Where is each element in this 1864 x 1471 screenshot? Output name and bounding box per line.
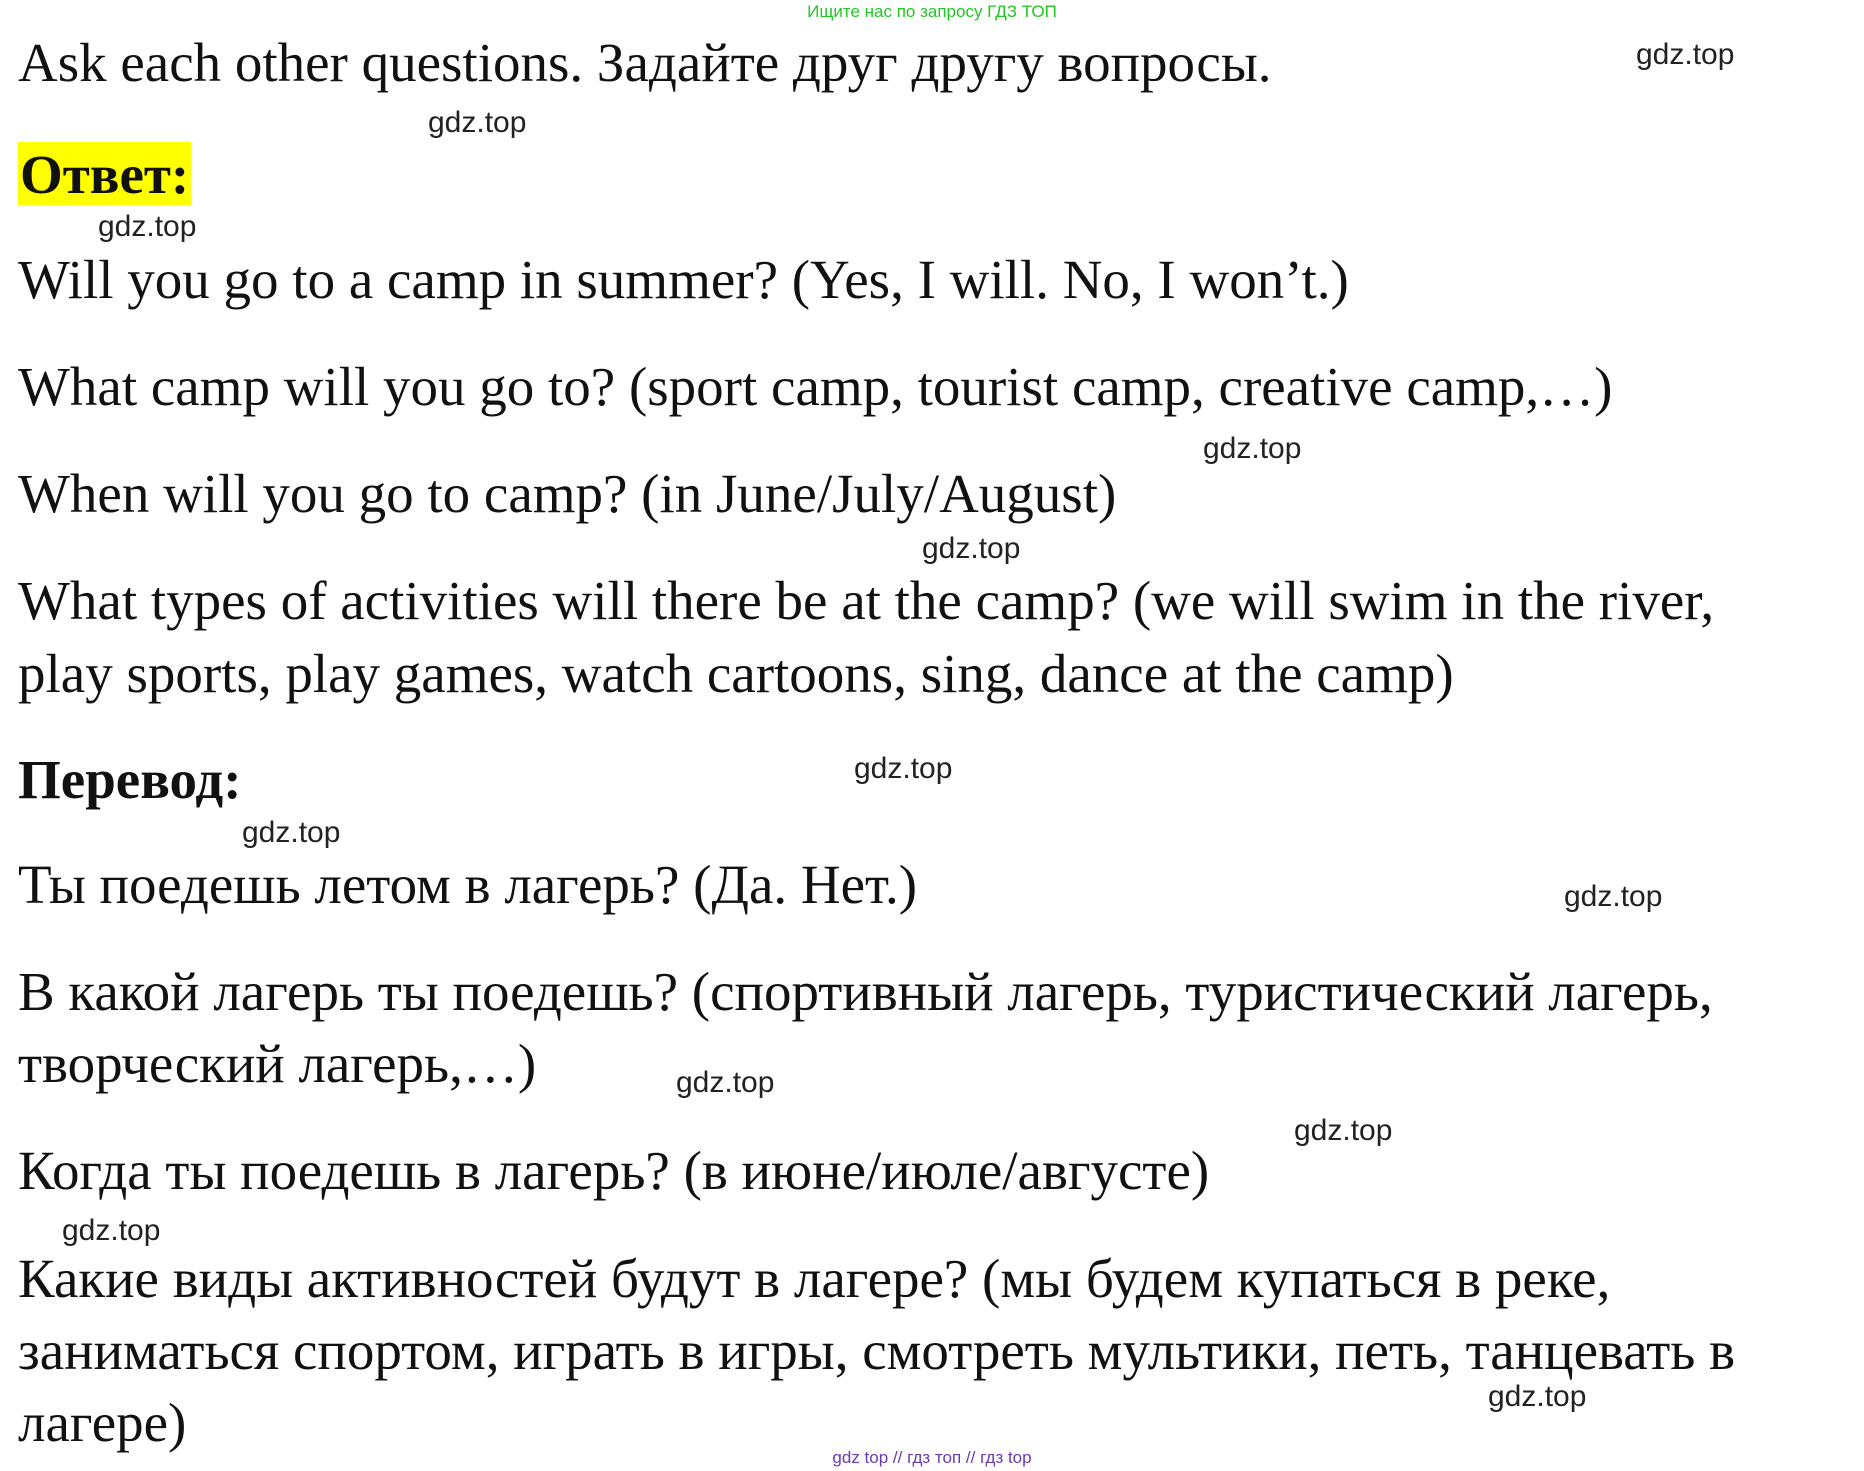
answer-line: What types of activities will there be at the camp? (we will swim in the river, <box>18 570 1715 631</box>
footer-watermark: gdz top // гдз топ // гдз top <box>832 1448 1032 1467</box>
answer-heading <box>18 140 191 210</box>
translation-line: Какие виды активностей будут в лагере? (мы будем купаться в реке, <box>18 1248 1611 1309</box>
watermark: gdz.top <box>1636 38 1735 71</box>
translation-line: лагере) <box>18 1392 187 1453</box>
answer-heading-label: Ответ: <box>20 144 190 205</box>
watermark: gdz.top <box>98 210 197 243</box>
watermark: gdz.top <box>922 532 1021 565</box>
translation-line: творческий лагерь,…) <box>18 1033 537 1094</box>
watermark: gdz.top <box>676 1066 775 1099</box>
task-instruction: Ask each other questions. Задайте друг другу вопросы. <box>18 32 1272 93</box>
watermark: gdz.top <box>854 752 953 785</box>
watermark: gdz.top <box>428 106 527 139</box>
watermark: gdz.top <box>242 816 341 849</box>
translation-heading: Перевод: <box>18 749 242 810</box>
watermark: gdz.top <box>1294 1114 1393 1147</box>
translation-line: Ты поедешь летом в лагерь? (Да. Нет.) <box>18 854 918 915</box>
watermark: gdz.top <box>1203 432 1302 465</box>
translation-line: В какой лагерь ты поедешь? (спортивный лагерь, туристический лагерь, <box>18 961 1713 1022</box>
watermark: gdz.top <box>1564 880 1663 913</box>
watermark: gdz.top <box>62 1214 161 1247</box>
answer-line: play sports, play games, watch cartoons, sing, dance at the camp) <box>18 643 1454 704</box>
translation-line: Когда ты поедешь в лагерь? (в июне/июле/августе) <box>18 1140 1210 1201</box>
answer-line: Will you go to a camp in summer? (Yes, I will. No, I won’t.) <box>18 249 1349 310</box>
translation-line: заниматься спортом, играть в игры, смотреть мультики, петь, танцевать в <box>18 1320 1736 1381</box>
search-banner: Ищите нас по запросу ГДЗ ТОП <box>807 2 1057 21</box>
answer-line: What camp will you go to? (sport camp, tourist camp, creative camp,…) <box>18 356 1613 417</box>
answer-line: When will you go to camp? (in June/July/August) <box>18 463 1117 524</box>
watermark: gdz.top <box>1488 1380 1587 1413</box>
